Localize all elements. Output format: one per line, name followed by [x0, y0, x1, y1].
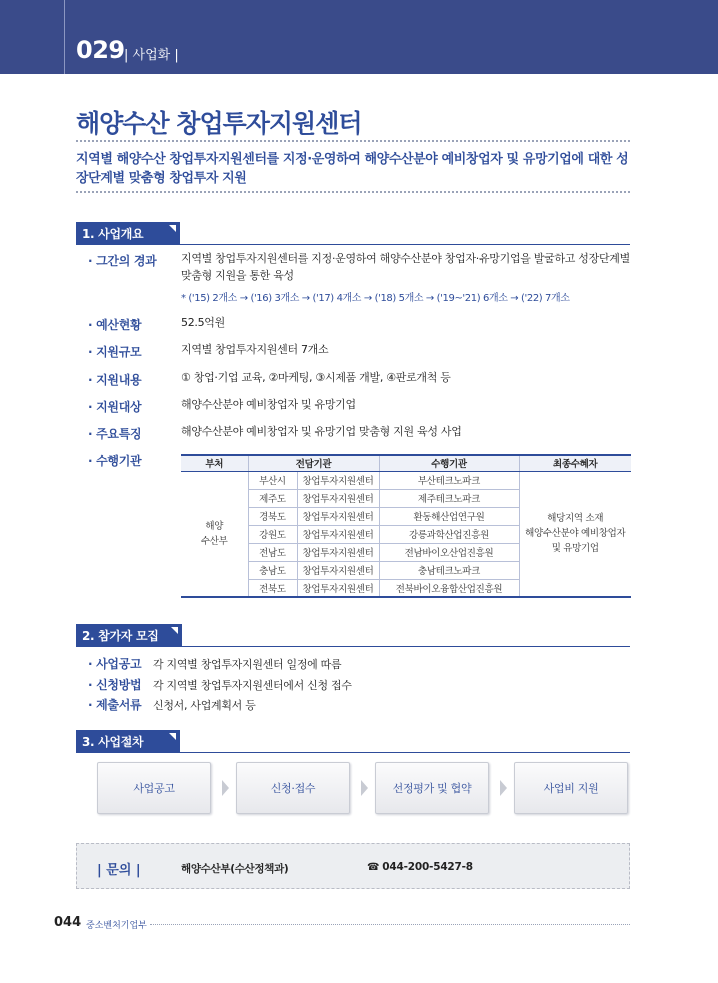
cell-center: 창업투자지원센터 — [297, 561, 379, 579]
cell-center: 창업투자지원센터 — [297, 543, 379, 561]
contact-label: | 문의 | — [97, 863, 141, 878]
cell-center: 창업투자지원센터 — [297, 507, 379, 525]
cell-region: 강원도 — [248, 525, 297, 543]
cell-region: 경북도 — [248, 507, 297, 525]
content-text: ① 창업·기업 교육, ②마케팅, ③시제품 개발, ④판로개척 등 — [181, 371, 451, 384]
table-row — [181, 471, 631, 489]
target-text: 해양수산분야 예비창업자 및 유망기업 — [181, 398, 356, 411]
cell-center: 창업투자지원센터 — [297, 525, 379, 543]
process-step-2: 신청·접수 — [236, 762, 350, 814]
arrow-right-icon — [222, 780, 229, 796]
target-label: · 지원대상 — [88, 400, 142, 414]
history-label: · 그간의 경과 — [88, 254, 157, 268]
contact-box — [76, 843, 630, 889]
history-text: 지역별 창업투자지원센터를 지정·운영하여 해양수산분야 창업자·유망기업을 발굴하고 성장단계별 맞춤형 지원을 통한 육성 — [181, 252, 630, 282]
arrow-right-icon — [361, 780, 368, 796]
corner-arrow-icon — [169, 225, 176, 232]
cell-beneficiary: 해당지역 소재 해양수산분야 예비창업자 및 유망기업 — [519, 471, 631, 597]
section-process-heading: 3. 사업절차 — [76, 730, 180, 752]
notice-text: 각 지역별 창업투자지원센터 일정에 따름 — [153, 658, 342, 671]
cell-org: 환동해산업연구원 — [379, 507, 519, 525]
cell-ministry: 해양 수산부 — [181, 471, 248, 597]
history-note: * ('15) 2개소 → ('16) 3개소 → ('17) 4개소 → ('18) 5개소 → ('19~'21) 6개소 → ('22) 7개소 — [181, 293, 570, 304]
cell-region: 부산시 — [248, 471, 297, 489]
cell-org: 전남바이오산업진흥원 — [379, 543, 519, 561]
section-overview-heading: 1. 사업개요 — [76, 222, 180, 244]
cell-org: 제주테크노파크 — [379, 489, 519, 507]
cell-region: 제주도 — [248, 489, 297, 507]
footer-org: 중소벤처기업부 — [86, 921, 147, 931]
budget-text: 52.5억원 — [181, 316, 225, 329]
page-number: 044 — [54, 915, 82, 930]
cell-center: 창업투자지원센터 — [297, 471, 379, 489]
subtitle-divider — [76, 191, 630, 193]
th-dedicated: 전담기관 — [248, 455, 379, 471]
cell-center: 창업투자지원센터 — [297, 489, 379, 507]
corner-arrow-icon — [169, 733, 176, 740]
process-step-4: 사업비 지원 — [514, 762, 628, 814]
apply-text: 각 지역별 창업투자지원센터에서 신청 접수 — [153, 679, 352, 692]
title-divider — [76, 140, 630, 142]
contact-dept: 해양수산부(수산정책과) — [181, 863, 289, 875]
feature-text: 해양수산분야 예비창업자 및 유망기업 맞춤형 지원 육성 사업 — [181, 425, 462, 438]
header-band — [0, 0, 718, 74]
table-header-row — [181, 455, 631, 471]
header-divider — [64, 0, 65, 74]
scale-label: · 지원규모 — [88, 345, 142, 359]
content-label: · 지원내용 — [88, 373, 142, 387]
th-performing: 수행기관 — [379, 455, 519, 471]
docs-label: · 제출서류 — [88, 698, 142, 712]
cell-org: 충남테크노파크 — [379, 561, 519, 579]
program-category: | 사업화 | — [124, 48, 179, 63]
cell-region: 전북도 — [248, 579, 297, 597]
cell-org: 부산테크노파크 — [379, 471, 519, 489]
cell-region: 전남도 — [248, 543, 297, 561]
agency-table — [181, 454, 631, 598]
process-step-1: 사업공고 — [97, 762, 211, 814]
apply-label: · 신청방법 — [88, 678, 142, 692]
cell-region: 충남도 — [248, 561, 297, 579]
feature-label: · 주요특징 — [88, 427, 142, 441]
section-underline — [76, 752, 630, 753]
footer-divider — [150, 924, 630, 925]
cell-org: 강릉과학산업진흥원 — [379, 525, 519, 543]
cell-center: 창업투자지원센터 — [297, 579, 379, 597]
page-title: 해양수산 창업투자지원센터 — [76, 109, 362, 138]
arrow-right-icon — [500, 780, 507, 796]
cell-org: 전북바이오융합산업진흥원 — [379, 579, 519, 597]
docs-text: 신청서, 사업계획서 등 — [153, 699, 256, 712]
th-ministry: 부처 — [181, 455, 248, 471]
program-number: 029 — [76, 36, 125, 64]
process-step-3: 선정평가 및 협약 — [375, 762, 489, 814]
phone-icon: ☎ — [367, 862, 380, 873]
corner-arrow-icon — [171, 627, 178, 634]
contact-phone: ☎ 044-200-5427-8 — [367, 861, 473, 873]
page-subtitle: 지역별 해양수산 창업투자지원센터를 지정·운영하여 해양수산분야 예비창업자 및 유망기업에 대한 성장단계별 맞춤형 창업투자 지원 — [76, 152, 629, 186]
budget-label: · 예산현황 — [88, 318, 142, 332]
agency-label: · 수행기관 — [88, 454, 142, 468]
section-recruit-heading: 2. 참가자 모집 — [76, 624, 182, 646]
scale-text: 지역별 창업투자지원센터 7개소 — [181, 343, 329, 356]
section-underline — [76, 646, 630, 647]
th-beneficiary: 최종수혜자 — [519, 455, 631, 471]
section-underline — [76, 244, 630, 245]
notice-label: · 사업공고 — [88, 657, 142, 671]
